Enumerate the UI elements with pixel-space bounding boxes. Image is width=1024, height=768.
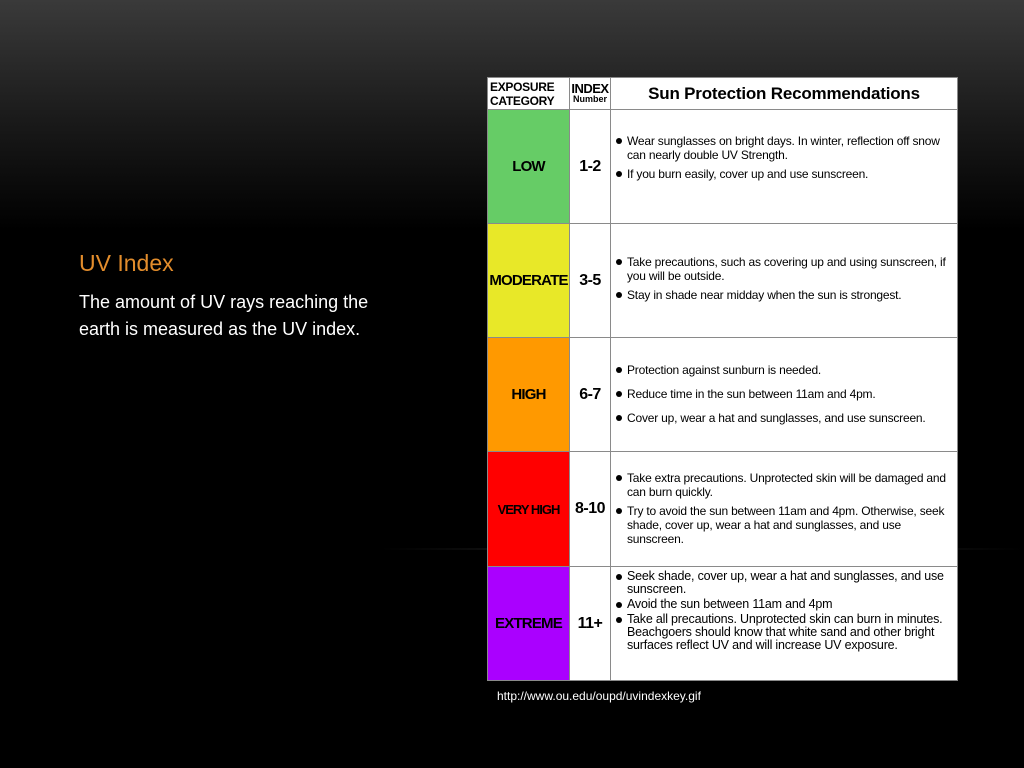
- recommendation-cell: [611, 224, 958, 338]
- header-exposure-category: [488, 78, 570, 110]
- recommendation-item: Cover up, wear a hat and sunglasses, and use sunscreen.: [615, 411, 955, 425]
- index-cell: 3-5: [570, 224, 611, 338]
- table-row-very-high: [488, 452, 958, 567]
- recommendation-cell: [611, 110, 958, 224]
- recommendation-item: Take extra precautions. Unprotected skin will be damaged and can burn quickly.: [615, 471, 955, 499]
- source-link[interactable]: http://www.ou.edu/oupd/uvindexkey.gif: [497, 689, 701, 703]
- recommendation-item: Protection against sunburn is needed.: [615, 363, 955, 377]
- table-row-high: [488, 338, 958, 452]
- uv-index-table: [487, 77, 958, 681]
- recommendation-cell: [611, 338, 958, 452]
- recommendation-item: Wear sunglasses on bright days. In winter, reflection off snow can nearly double UV Strength.: [615, 134, 955, 162]
- recommendation-item: Try to avoid the sun between 11am and 4pm. Otherwise, seek shade, cover up, wear a hat and sunglasses, and use sunscreen.: [615, 504, 955, 546]
- index-cell: 11+: [570, 567, 611, 681]
- recommendation-item: Avoid the sun between 11am and 4pm: [615, 598, 955, 611]
- header-recommendations: Sun Protection Recommendations: [611, 78, 958, 110]
- recommendation-item: Take all precautions. Unprotected skin can burn in minutes. Beachgoers should know that white sand and other bright surfaces reflect UV and will increase UV exposure.: [615, 613, 955, 652]
- recommendation-item: Stay in shade near midday when the sun is strongest.: [615, 288, 955, 302]
- index-cell: 1-2: [570, 110, 611, 224]
- recommendation-list: [615, 570, 955, 652]
- category-cell: VERY HIGH: [488, 452, 570, 567]
- table-row-extreme: [488, 567, 958, 681]
- recommendation-list: [615, 471, 955, 546]
- slide-body-text: The amount of UV rays reaching the earth is measured as the UV index.: [79, 292, 369, 339]
- recommendation-item: Take precautions, such as covering up and using sunscreen, if you will be outside.: [615, 255, 955, 283]
- header-category-line1: EXPOSURE: [490, 79, 555, 94]
- category-cell: LOW: [488, 110, 570, 224]
- recommendation-item: If you burn easily, cover up and use sunscreen.: [615, 167, 955, 181]
- recommendation-item: Seek shade, cover up, wear a hat and sunglasses, and use sunscreen.: [615, 570, 955, 596]
- recommendation-cell: [611, 567, 958, 681]
- header-index: [570, 78, 611, 110]
- category-cell: MODERATE: [488, 224, 570, 338]
- recommendation-list: [615, 134, 955, 181]
- header-index-main: INDEX: [571, 80, 609, 96]
- category-cell: EXTREME: [488, 567, 570, 681]
- header-category-line2: CATEGORY: [490, 93, 555, 108]
- table-row-moderate: [488, 224, 958, 338]
- recommendation-item: Reduce time in the sun between 11am and 4pm.: [615, 387, 955, 401]
- index-cell: 8-10: [570, 452, 611, 567]
- category-cell: HIGH: [488, 338, 570, 452]
- recommendation-list: [615, 255, 955, 302]
- header-index-sub: Number: [572, 93, 607, 104]
- recommendation-list: [615, 363, 955, 425]
- slide-title: UV Index: [79, 250, 174, 276]
- table-header-row: [488, 78, 958, 110]
- recommendation-cell: [611, 452, 958, 567]
- index-cell: 6-7: [570, 338, 611, 452]
- table-row-low: [488, 110, 958, 224]
